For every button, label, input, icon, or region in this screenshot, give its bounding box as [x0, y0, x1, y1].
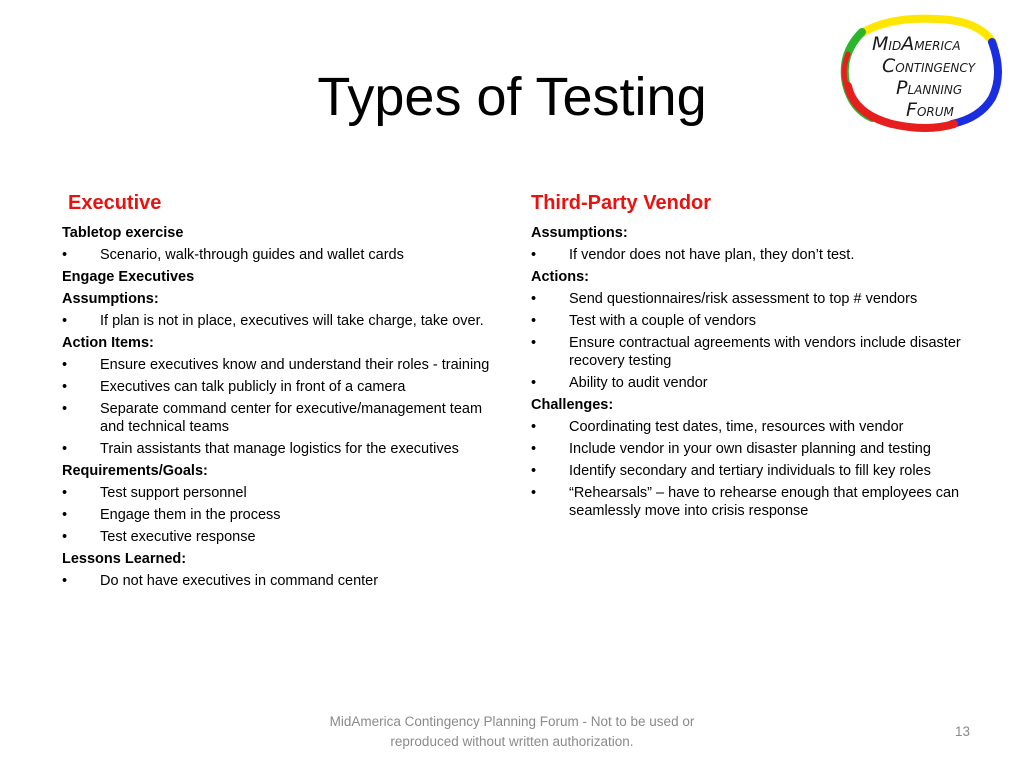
bullet-glyph: • — [62, 529, 68, 545]
bullet-item — [531, 246, 971, 264]
logo-letter: A — [901, 33, 915, 55]
bullet-glyph: • — [62, 379, 68, 395]
slide-title: Types of Testing — [317, 67, 707, 127]
bullet-glyph: • — [531, 291, 537, 307]
midamerica-logo — [832, 14, 1004, 132]
svg-text:CONTINGENCY — [882, 55, 977, 77]
vendor-heading: Third-Party Vendor — [531, 192, 712, 214]
logo-letter: M — [872, 33, 889, 55]
vendor-list — [531, 224, 971, 520]
executive-list — [62, 224, 492, 590]
bullet-glyph: • — [62, 401, 68, 417]
bullet-text: Train assistants that manage logistics for the executives — [100, 441, 459, 457]
bullet-item — [62, 440, 492, 458]
logo-letter: ONTINGENCY — [895, 61, 976, 75]
footer-text — [262, 712, 762, 752]
bullet-text: Do not have executives in command center — [100, 573, 379, 589]
bullet-glyph: • — [62, 573, 68, 589]
bullet-item — [531, 462, 971, 480]
footer-line: reproduced without written authorization. — [390, 734, 634, 749]
bullet-item — [62, 506, 492, 524]
section-label: Engage Executives — [62, 269, 195, 285]
executive-column — [62, 190, 492, 594]
bullet-item — [62, 572, 492, 590]
bullet-text: Separate command center for executive/management team and technical teams — [100, 401, 483, 435]
bullet-text: Identify secondary and tertiary individuals to fill key roles — [569, 463, 931, 479]
bullet-text: Test support personnel — [100, 485, 247, 501]
page-number: 13 — [954, 724, 970, 739]
bullet-text: Test executive response — [100, 529, 256, 545]
bullet-item — [531, 440, 971, 458]
bullet-text: Send questionnaires/risk assessment to top # vendors — [569, 291, 918, 307]
bullet-glyph: • — [62, 507, 68, 523]
bullet-text: Ability to audit vendor — [569, 375, 708, 391]
bullet-item — [531, 334, 971, 370]
bullet-glyph: • — [62, 313, 68, 329]
svg-text:PLANNING — [896, 77, 962, 99]
bullet-text: Scenario, walk-through guides and wallet cards — [100, 247, 404, 263]
section-label: Challenges: — [531, 397, 614, 413]
bullet-text: Test with a couple of vendors — [569, 313, 756, 329]
footer-line: MidAmerica Contingency Planning Forum - Not to be used or — [329, 714, 695, 729]
bullet-glyph: • — [531, 441, 537, 457]
section-label: Assumptions: — [531, 225, 628, 241]
bullet-text: “Rehearsals” – have to rehearse enough that employees can seamlessly move into crisis response — [569, 485, 960, 519]
logo-letter: ID — [888, 39, 902, 53]
bullet-text: Ensure executives know and understand their roles - training — [100, 357, 490, 373]
logo-letter: ORUM — [916, 105, 954, 119]
section-label: Requirements/Goals: — [62, 463, 208, 479]
bullet-glyph: • — [531, 463, 537, 479]
bullet-glyph: • — [531, 335, 537, 351]
bullet-text: If vendor does not have plan, they don’t test. — [569, 247, 855, 263]
executive-heading: Executive — [68, 192, 162, 214]
logo-letter: LANNING — [907, 83, 963, 97]
bullet-item — [531, 312, 971, 330]
section-label: Assumptions: — [62, 291, 159, 307]
bullet-item — [62, 484, 492, 502]
bullet-glyph: • — [531, 419, 537, 435]
bullet-text: Coordinating test dates, time, resources with vendor — [569, 419, 904, 435]
bullet-glyph: • — [62, 357, 68, 373]
bullet-glyph: • — [62, 441, 68, 457]
bullet-item — [62, 246, 492, 264]
bullet-text: If plan is not in place, executives will take charge, take over. — [100, 313, 484, 329]
section-label: Lessons Learned: — [62, 551, 187, 567]
section-label: Actions: — [531, 269, 589, 285]
bullet-text: Engage them in the process — [100, 507, 281, 523]
bullet-item — [62, 378, 492, 396]
bullet-item — [62, 356, 492, 374]
bullet-item — [62, 312, 492, 330]
svg-text:MIDAMERICA — [872, 33, 961, 55]
logo-letter: P — [896, 77, 908, 99]
bullet-item — [62, 528, 492, 546]
vendor-column — [531, 190, 971, 524]
bullet-glyph: • — [62, 247, 68, 263]
svg-text:FORUM — [906, 99, 955, 121]
section-label: Action Items: — [62, 335, 154, 351]
logo-letter: MERICA — [914, 39, 961, 53]
bullet-item — [62, 400, 492, 436]
bullet-text: Executives can talk publicly in front of a camera — [100, 379, 406, 395]
bullet-glyph: • — [531, 375, 537, 391]
bullet-item — [531, 374, 971, 392]
bullet-glyph: • — [531, 485, 537, 501]
logo-letter: C — [882, 55, 896, 77]
logo-letter: F — [906, 99, 917, 121]
bullet-text: Include vendor in your own disaster planning and testing — [569, 441, 931, 457]
section-label: Tabletop exercise — [62, 225, 184, 241]
bullet-glyph: • — [531, 247, 537, 263]
bullet-text: Ensure contractual agreements with vendors include disaster recovery testing — [569, 335, 961, 369]
bullet-item — [531, 418, 971, 436]
bullet-item — [531, 290, 971, 308]
bullet-glyph: • — [531, 313, 537, 329]
bullet-glyph: • — [62, 485, 68, 501]
bullet-item — [531, 484, 971, 520]
